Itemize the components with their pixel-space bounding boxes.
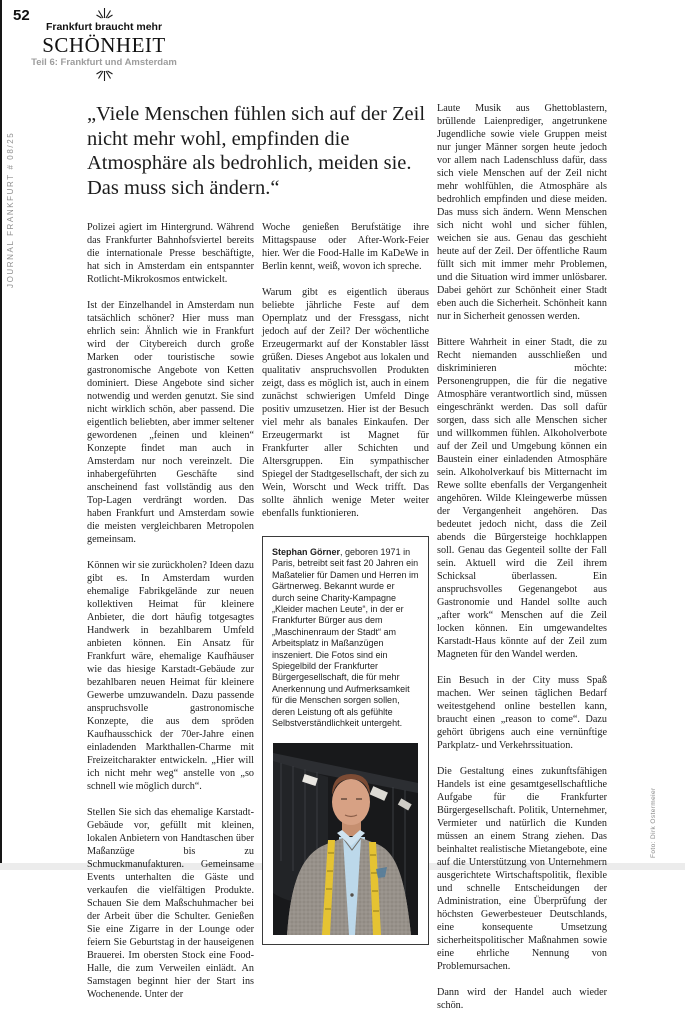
paragraph: Ein Besuch in der City muss Spaß machen. Wer seinen täglichen Bedarf weitestgehend online bestellen kann, braucht einen „reason to come“. Dazu gehört übrigens auch eine vernünftige Parkplatz- und Verkehrssituation. [437, 675, 607, 751]
article-column-1 [87, 221, 254, 1001]
paragraph: Polizei agiert im Hintergrund. Während das Frankfurter Bahnhofsviertel bereits die internationale Presse beschäftigte, hat sich in Amsterdam ein entspannter Rotlicht-Mikrokosmos entwickelt. [87, 222, 254, 285]
article-column-2 [262, 221, 429, 945]
paragraph: Laute Musik aus Ghettoblastern, brüllende Laienprediger, angetrunkene Jugendliche sowie viele Gruppen meist nur junger Männer sorgen heute jedoch vor allem nach Ladenschluss dafür, dass sich viele Menschen auf der Zeil nicht mehr wohlfühlen, die Atmosphäre als bedrohlich empfinden und diese meiden. Das muss sich ändern. Wenn Menschen sich nicht wohl und sicher fühlen, weichen sie aus. Genau das geschieht heute auf der Zeil. Der öffentliche Raum füllt sich mit immer mehr Problemen, und die Situation wird immer unlösbarer. Dabei gehört zur Schönheit einer Stadt eben auch die Sicherheit. Schönheit kann nur in Sicherheit genossen werden. [437, 103, 607, 322]
page-number: 52 [13, 7, 30, 24]
column-2-paragraphs [262, 221, 429, 520]
issue-label-vertical: JOURNAL FRANKFURT # 08/25 [6, 131, 15, 288]
article-column-3 [437, 102, 607, 1012]
header-subtitle: Teil 6: Frankfurt und Amsterdam [31, 57, 177, 68]
paragraph: Die Gestaltung eines zukunftsfähigen Handels ist eine gesamtgesellschaftliche Aufgabe für die Frankfurter Bürgergesellschaft. Politik, Unternehmer, Vermieter und natürlich die Kunden müssen an einem Strang ziehen. Das beinhaltet realistische Mietangebote, eine auf die Unterstützung von Unternehmern ausgerichtete Wirtschaftspolitik, flexible und schnelle Entscheidungen der Administration, eine Überprüfung der höchsten Gewerbesteuer Deutschlands, eine konsequente Umsetzung sicherheitspolitischer Maßnahmen sowie eine ehrliche Nennung von Problemursachen. [437, 766, 607, 972]
paragraph: Bittere Wahrheit in einer Stadt, die zu Recht niemanden ausschließen und diskriminieren möchte: Personengruppen, die für die negative Atmosphäre verantwortlich sind, müssen eingeschränkt werden. Das soll dafür sorgen, dass sich alle Menschen sicher und willkommen fühlen. Alkoholverbote auf der Zeil und Umgebung können ein Baustein einer einladenden Atmosphäre sein. Alkoholverkauf bis Mitternacht im Rewe sollte ebenfalls der Vergangenheit angehören. Wilde Kleingewerbe müssen der Vergangenheit angehören. Das bedeutet jedoch nicht, dass die Zeil abends die Bürgersteige hochklappen soll. Genau das Gegenteil sollte der Fall sein. Aktuell wird die Zeil ihrem Schicksal überlassen. Ein anspruchsvolles Gegenangebot aus Gastronomie und Handel sollte auch „after work“ Menschen auf die Zeil locken können. Ein umgewandeltes Karstadt-Haus könnte auf der Zeil zum Magneten für den Wandel werden. [437, 337, 607, 660]
bio-name: Stephan Görner [272, 547, 341, 557]
pull-quote: „Viele Menschen fühlen sich auf der Zeil nicht mehr wohl, empfinden die Atmosphäre als bedrohlich, meiden sie. Das muss sich ändern.“ [87, 103, 426, 199]
rays-up-icon [96, 6, 113, 19]
page-title: SCHÖNHEIT [42, 33, 166, 57]
rays-down-icon [96, 70, 113, 83]
bio-body: , geboren 1971 in Paris, betreibt seit fast 20 Jahren ein Maßatelier für Damen und Herren im Gärtnerweg. Bekannt wurde er durch seine Charity-Kampagne „Kleider machen Leute“, in der er Frankfurter Bürger aus dem „Maschinenraum der Stadt“ am Arbeitsplatz in Maßanzügen inszeniert. Die Fotos sind ein Spiegelbild der Frankfurter Bürgergesellschaft, die für mehr Anerkennung und Aufmerksamkeit für die Menschen sorgen sollen, deren Leistung oft als gefühlte Selbstverständlichkeit untergeht. [272, 547, 419, 729]
bio-text [272, 547, 419, 730]
paragraph: Können wir sie zurückholen? Ideen dazu gibt es. In Amsterdam wurden ehemalige Fabrikgelände zur neuen kollektiven Heimat für kleinere Anbieter, die dort häufig totgesagtes Handwerk in bezahlbarem Umfeld anbieten können. Ein Ansatz für Frankfurt wäre, ehemalige Kaufhäuser wie das hiesige Karstadt-Gebäude zur bezahlbaren neuen Heimat für kleinere Gewerbe umzuwandeln. Dazu passende anspruchsvolle gastronomische Konzepte, die aus dem spröden Kaufhausschick der 70er-Jahre einen einladenden Markthallen-Charme mit Freizeitcharakter entwickeln. „Hier will ich nicht mehr weg“ anstelle von „so schnell wie möglich durch“. [87, 560, 254, 792]
paragraph: Warum gibt es eigentlich überaus beliebte jährliche Feste auf dem Opernplatz und der Fressgass, nicht jedoch auf der Zeil? Der wöchentliche Erzeugermarkt auf der Konstabler lässt grüßen. Dieses Angebot aus lokalen und qualitativ anspruchsvollen Produkten zeigt, dass es möglich ist, auch in einem zunächst schwierigen Umfeld Dinge positiv umzusetzen. Hier ist der Besuch viel mehr als banales Einkaufen. Der Erzeugermarkt ist Magnet für Frankfurter aller Schichten und Altersgruppen. Ein sympathischer Spiegel der Stadtgesellschaft, der sich zu Wein, Worscht und Weck trifft. Das sollte ähnlich wenige Meter weiter ebenfalls funktionieren. [262, 287, 429, 519]
paragraph: Stellen Sie sich das ehemalige Karstadt-Gebäude vor, gefüllt mit kleinen, lokalen Anbietern von Handtaschen über Maßanzüge bis zu Schmuckmanufakturen. Gemeinsame Events unterhalten die Gäste und verkaufen die vielfältigen Produkte. Schauen Sie dem Maßschuhmacher bei der Arbeit über die Schulter. Genießen Sie eine Zigarre in der Lounge oder feiern Sie Geburtstag in der hauseigenen Brauerei. Im obersten Stock eine Food-Halle, die zum Verweilen einlädt. An Samstagen beginnt hier der Start ins Wochenende. Unter der [87, 807, 254, 1000]
stephan-goerner-photo [273, 743, 418, 935]
paragraph: Dann wird der Handel auch wieder schön. [437, 987, 607, 1011]
paragraph: Ist der Einzelhandel in Amsterdam nun tatsächlich schöner? Hier muss man ehrlich sein: Ähnlich wie in Frankfurt wird der Citybereich durch große Marken oder touristische sowie gastronomische Angebote von Ketten dominiert. Diese Angebote sind sicher notwendig und werden genutzt. Sie sind nicht wirklich schön, aber passend. Die eigentlich beliebten, aber immer seltener gewordenen „feinen und kleinen“ Konzepte findet man auch in Amsterdam nur noch vereinzelt. Die inhabergeführten Geschäfte sind anscheinend fast vollständig aus den Top-Lagen verdrängt worden. Das haben Frankfurt und Amsterdam sowie die meisten vergleichbaren Metropolen gemeinsam. [87, 300, 254, 545]
bio-box [262, 536, 429, 945]
article-header [25, 6, 183, 83]
page-left-edge [0, 0, 2, 870]
photo-credit-vertical: Foto: Dirk Ostermeier [650, 787, 657, 858]
header-kicker: Frankfurt braucht mehr [45, 21, 163, 33]
paragraph: Woche genießen Berufstätige ihre Mittagspause oder After-Work-Feier hier. Wer die Food-Halle im KaDeWe in Berlin kennt, weiß, wovon ich spreche. [262, 222, 429, 272]
